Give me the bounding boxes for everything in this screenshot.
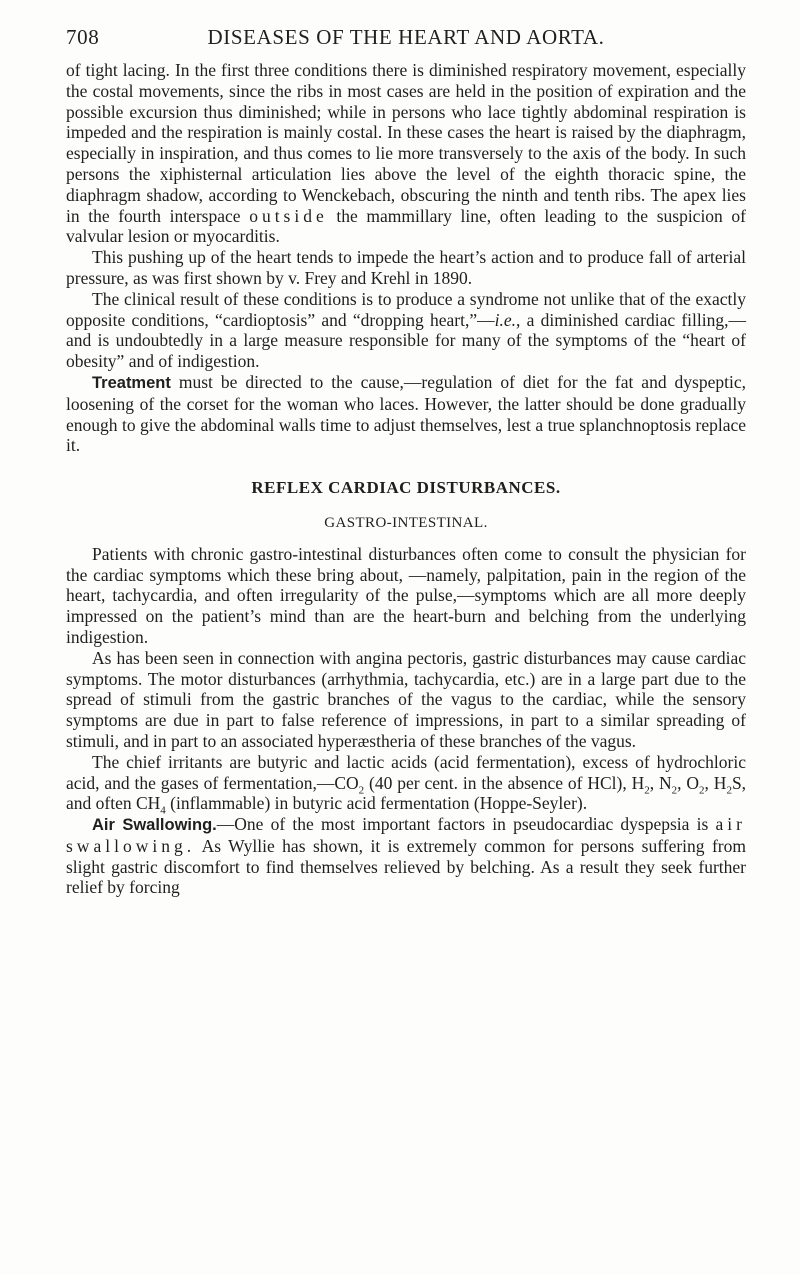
p7-b: (40 per cent. in the absence of HCl), H: [364, 772, 645, 793]
p8-spaced-phrase: air swallowing.: [66, 814, 746, 856]
paragraph-6: [66, 648, 746, 752]
p3-text-a: The clinical result of these conditions is to produce a syndrome not unlike that of the exactly opposite conditions, “cardioptosis” and “dropping heart,”—: [66, 288, 746, 330]
paragraph-7: [66, 751, 747, 817]
p7-a: The chief irritants are butyric and lactic acids (acid fermentation), excess of hydrochloric acid, and the gases of fermentation,—CO: [66, 751, 746, 793]
p1-text: of tight lacing. In the first three conditions there is diminished respiratory movement, especially the costal movements, since the ribs in most cases are held in the position of expiration and the possible excursion thus diminished; while in persons who lace tightly abdominal respiration is impeded and the respiration is mainly costal. In these cases the heart is raised by the diaphragm, especially in inspiration, and thus comes to lie more transversely to the axis of the body. In such persons the xiphisternal articulation lies above the level of the eighth thoracic spine, the diaphragm shadow, according to Wenckebach, obscuring the ninth and tenth ribs. The apex lies in the fourth interspace: [66, 60, 746, 226]
h2s-subscript: 2: [726, 784, 732, 796]
page-header: [66, 22, 746, 52]
page-number: 708: [66, 25, 100, 49]
section-title: REFLEX CARDIAC DISTURBANCES.: [251, 478, 561, 498]
h2-subscript: 2: [644, 784, 650, 796]
p4-text: must be directed to the cause,—regulation of diet for the fat and dyspeptic, loosening of the corset for the woman who laces. However, the latter should be done gradually enough to give the abdominal walls time to adjust themselves, lest a true splanchnoptosis replace it.: [66, 371, 746, 456]
co2-subscript: 2: [358, 784, 365, 796]
p8-b: As Wyllie has shown, it is extremely common for persons suffering from slight gastric discomfort to find themselves relieved by belching. As a result they seek further relief by forcing: [66, 835, 746, 898]
subsection-title: GASTRO-INTESTINAL.: [324, 514, 488, 531]
p7-f: S, and often CH: [66, 772, 747, 814]
p7-g: (inflammable) in butyric acid fermentation (Hoppe-Seyler).: [165, 793, 588, 814]
p3-ie: i.e.: [494, 309, 517, 330]
paragraph-2: [66, 247, 746, 289]
p1-end: the mammillary line, often leading to the suspicion of valvular lesion or myocarditis.: [66, 205, 747, 247]
p2-text: This pushing up of the heart tends to impede the heart’s action and to produce fall of arterial pressure, as was first shown by v. Frey and Krehl in 1890.: [66, 247, 746, 288]
p7-c: , N: [649, 772, 672, 793]
p7-d: , O: [677, 772, 700, 793]
page-body: [66, 60, 746, 898]
paragraph-treatment: [66, 372, 746, 456]
p1-spaced-word: outside: [249, 205, 328, 226]
p6-text: As has been seen in connection with angina pectoris, gastric disturbances may cause cardiac symptoms. The motor disturbances (arrhythmia, tachycardia, etc.) are in a large part due to the spread of stimuli from the gastric branches of the vagus to the cardiac, while the sensory symptoms are due in part to false reference of impressions, in part to a similar spreading of stimuli, and in part to an associated hyperæstheria of these branches of the vagus.: [66, 647, 746, 751]
o2-subscript: 2: [699, 784, 705, 796]
paragraph-3: [66, 289, 746, 372]
ch4-subscript: 4: [160, 804, 166, 817]
paragraph-5: [66, 544, 746, 648]
p5-text: Patients with chronic gastro-intestinal disturbances often come to consult the physician for the cardiac symptoms which these bring about, —namely, palpitation, pain in the region of the heart, tachycardia, and often irregularity of the pulse,—symptoms which are all more deeply impressed on the patient’s mind than are the heart-burn and belching from the underlying indigestion.: [66, 543, 746, 647]
p8-a: —One of the most important factors in pseudocardiac dyspepsia is: [216, 814, 709, 835]
p3-text-b: , a diminished cardiac filling,—and is undoubtedly in a large measure responsible for many of the symptoms of the “heart of obesity” and of indigestion.: [66, 309, 746, 372]
paragraph-1: [66, 60, 746, 247]
p7-e: , H: [704, 772, 727, 793]
n2-subscript: 2: [671, 784, 678, 796]
air-swallowing-heading: Air Swallowing.: [92, 816, 217, 835]
running-title: DISEASES OF THE HEART AND AORTA.: [207, 25, 605, 49]
paragraph-air-swallowing: [66, 814, 746, 898]
treatment-heading: Treatment: [92, 373, 171, 392]
